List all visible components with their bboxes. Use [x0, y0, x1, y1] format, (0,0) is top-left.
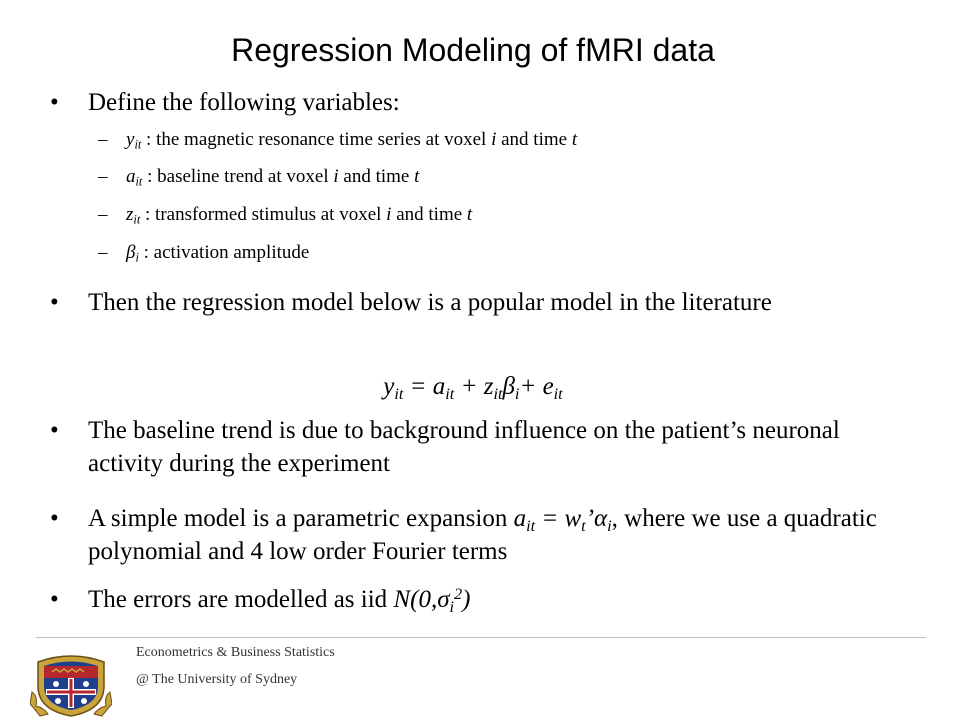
bullet-marker: •	[50, 417, 59, 444]
bullet-text: Define the following variables:	[88, 89, 400, 116]
footer-university: @ The University of Sydney	[136, 672, 298, 687]
bullet-marker: •	[50, 289, 59, 316]
bullet-text: The baseline trend is due to background influence on the patient’s neuronal activity during the experiment	[88, 417, 840, 477]
bullet-marker: •	[50, 586, 59, 613]
variable-beta-text: $\beta_i$ : activation amplitude	[126, 242, 310, 265]
variable-z-text: $z_{it}$ : transformed stimulus at voxel i and time t	[126, 204, 473, 227]
variable-a-text: $a_{it}$ : baseline trend at voxel i and time t	[126, 166, 420, 189]
bullet-marker: •	[50, 89, 59, 116]
dash-marker: –	[98, 242, 108, 263]
bullet-text: Then the regression model below is a popular model in the literature	[88, 289, 772, 316]
slide-title: Regression Modeling of fMRI data	[231, 32, 715, 68]
footer-department: Econometrics & Business Statistics	[136, 645, 335, 660]
regression-equation: $y_{it} = a_{it} + z_{it}\beta_i+ e_{it}$	[383, 373, 563, 403]
footer-divider	[36, 637, 926, 638]
dash-marker: –	[98, 204, 108, 225]
bullet-marker: •	[50, 505, 59, 532]
university-crest-logo	[30, 652, 112, 718]
variable-y-text: $y_{it}$ : the magnetic resonance time series at voxel i and time t	[126, 129, 578, 152]
dash-marker: –	[98, 129, 108, 150]
bullet-text: The errors are modelled as iid $N(0,\sigma_i^2)$	[88, 584, 471, 616]
dash-marker: –	[98, 166, 108, 187]
bullet-text: A simple model is a parametric expansion $a_{it}$ = $w_t’\alpha_i$, where we use a quadratic polynomial and 4 low order Fourier terms	[88, 505, 877, 565]
